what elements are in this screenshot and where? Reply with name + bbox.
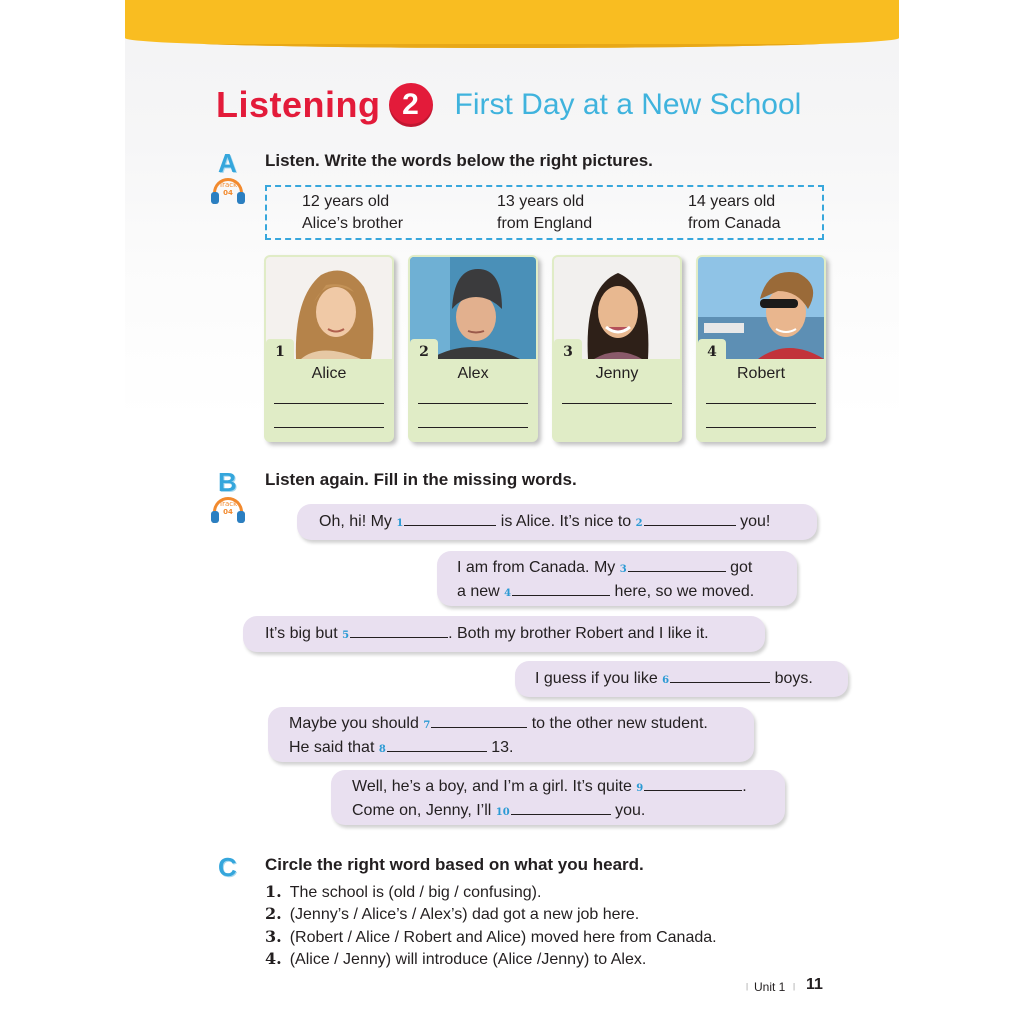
speech-bubble: I guess if you like 6 boys. [515, 661, 848, 697]
answer-line[interactable] [274, 427, 384, 428]
blank[interactable] [670, 668, 770, 683]
page-number: 11 [806, 976, 823, 993]
card-number: 2 [410, 339, 438, 365]
section-c-instruction: Circle the right word based on what you heard. [265, 855, 644, 874]
answer-line[interactable] [418, 403, 528, 404]
question-item: 1. The school is (old / big / confusing). [265, 882, 542, 901]
blank[interactable] [404, 511, 496, 526]
word-bank-item: Alice’s brother [302, 215, 404, 232]
card-name: Jenny [595, 365, 639, 382]
word-bank-item: from Canada [688, 215, 781, 232]
word-bank-item: 13 years old [497, 193, 585, 210]
word-bank-item: 14 years old [688, 193, 776, 210]
title-subtitle: First Day at a New School [454, 88, 802, 121]
blank[interactable] [644, 511, 736, 526]
picture-card-jenny [552, 255, 682, 442]
question-item: 2. (Jenny’s / Alice’s / Alex’s) dad got a new job here. [265, 904, 640, 923]
answer-line[interactable] [274, 403, 384, 404]
section-c-letter: C [218, 852, 237, 882]
headphones-track-icon: Track 04 [211, 178, 245, 206]
speech-bubble: Oh, hi! My 1 is Alice. It’s nice to 2 you! [297, 504, 817, 540]
title-number-badge: 2 [389, 83, 433, 127]
question-item: 4. (Alice / Jenny) will introduce (Alice /Jenny) to Alex. [265, 949, 647, 968]
speech-bubble: It’s big but 5 . Both my brother Robert and I like it. [243, 616, 765, 652]
card-number: 3 [554, 339, 582, 365]
blank[interactable] [644, 776, 742, 791]
blank[interactable] [350, 623, 448, 638]
footer-unit: Unit 1 [754, 980, 786, 994]
card-number: 4 [698, 339, 726, 365]
section-a-letter: A [218, 148, 237, 178]
answer-line[interactable] [706, 427, 816, 428]
page-title [216, 80, 801, 130]
word-bank-item: from England [497, 215, 593, 232]
word-bank [265, 185, 824, 240]
speech-bubble: I am from Canada. My 3 got a new 4 here, so we moved. [437, 551, 797, 606]
picture-card-alex [408, 255, 538, 442]
section-b-letter: B [218, 467, 237, 497]
answer-line[interactable] [418, 427, 528, 428]
top-banner [125, 0, 899, 48]
blank[interactable] [511, 800, 611, 815]
question-item: 3. (Robert / Alice / Robert and Alice) moved here from Canada. [265, 927, 717, 946]
blank[interactable] [387, 737, 487, 752]
card-number: 1 [266, 339, 294, 365]
picture-card-alice [264, 255, 394, 442]
blank[interactable] [512, 581, 610, 596]
picture-card-robert [696, 255, 826, 442]
word-bank-item: 12 years old [302, 193, 390, 210]
section-a-instruction: Listen. Write the words below the right pictures. [265, 151, 653, 170]
blank[interactable] [628, 557, 726, 572]
card-name: Alex [457, 365, 489, 382]
title-word: Listening [216, 84, 381, 125]
speech-bubble: Well, he’s a boy, and I’m a girl. It’s quite 9 . Come on, Jenny, I’ll 10 you. [331, 770, 785, 825]
footer-divider: | [746, 982, 749, 991]
answer-line[interactable] [706, 403, 816, 404]
speech-bubble: Maybe you should 7 to the other new student. He said that 8 13. [268, 707, 754, 762]
section-b-instruction: Listen again. Fill in the missing words. [265, 470, 577, 489]
answer-line[interactable] [562, 403, 672, 404]
blank[interactable] [431, 713, 527, 728]
card-name: Robert [736, 365, 786, 382]
footer-divider: | [793, 982, 796, 991]
card-name: Alice [311, 365, 347, 382]
headphones-track-icon: Track 04 [211, 497, 245, 525]
